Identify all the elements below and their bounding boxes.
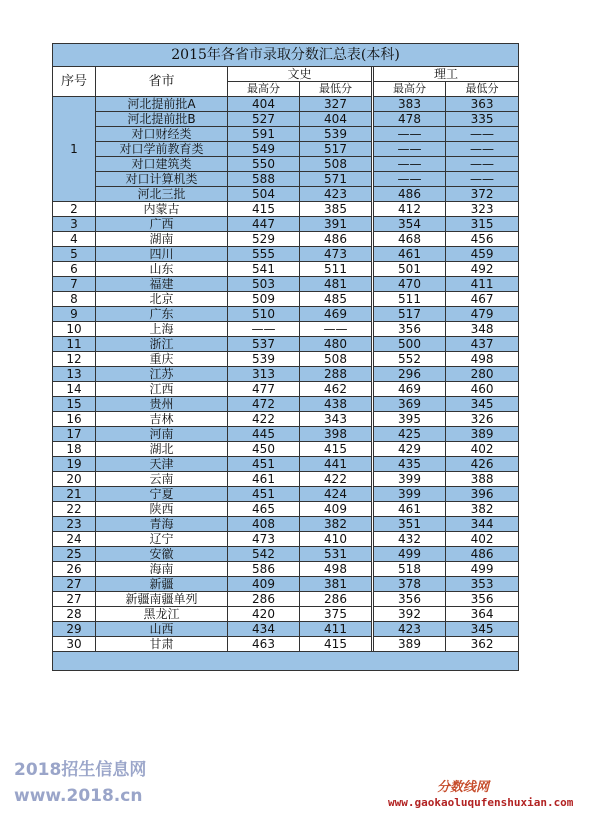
row-arts-max: 541: [228, 262, 300, 277]
table-title: 2015年各省市录取分数汇总表(本科): [53, 44, 519, 67]
row-arts-max: 555: [228, 247, 300, 262]
row-arts-max: 509: [228, 292, 300, 307]
row-science-min: ——: [446, 127, 519, 142]
row-province: 浙江: [96, 337, 228, 352]
row-arts-max: 586: [228, 562, 300, 577]
row-science-max: 389: [374, 637, 446, 652]
row-seq: 3: [53, 217, 96, 232]
row-province: 云南: [96, 472, 228, 487]
row-province: 上海: [96, 322, 228, 337]
row-seq: 11: [53, 337, 96, 352]
row-province: 对口建筑类: [96, 157, 228, 172]
header-seq: 序号: [53, 67, 96, 97]
header-science-max: 最高分: [374, 82, 446, 97]
row-province: 山西: [96, 622, 228, 637]
table-row: [53, 592, 519, 607]
row-science-max: 552: [374, 352, 446, 367]
table-row: [53, 577, 519, 592]
table-row: [53, 187, 519, 202]
row-seq: 20: [53, 472, 96, 487]
row-arts-min: 422: [300, 472, 372, 487]
row-arts-min: ——: [300, 322, 372, 337]
row-science-min: 499: [446, 562, 519, 577]
row-arts-max: 472: [228, 397, 300, 412]
row-arts-max: 434: [228, 622, 300, 637]
row-province: 河北三批: [96, 187, 228, 202]
row-province: 河北提前批B: [96, 112, 228, 127]
row-province: 广西: [96, 217, 228, 232]
row-arts-max: 415: [228, 202, 300, 217]
row-arts-min: 381: [300, 577, 372, 592]
row-science-min: 402: [446, 442, 519, 457]
row-seq: 10: [53, 322, 96, 337]
row-arts-min: 469: [300, 307, 372, 322]
row-science-min: 486: [446, 547, 519, 562]
row-seq: 25: [53, 547, 96, 562]
row-science-max: 500: [374, 337, 446, 352]
row-arts-min: 385: [300, 202, 372, 217]
row-province: 新疆: [96, 577, 228, 592]
row-arts-max: 445: [228, 427, 300, 442]
row-seq: 4: [53, 232, 96, 247]
table-row: [53, 112, 519, 127]
row-seq: 27: [53, 577, 96, 592]
row-science-max: 399: [374, 472, 446, 487]
row-seq: 21: [53, 487, 96, 502]
row-arts-max: 451: [228, 487, 300, 502]
row-science-max: 392: [374, 607, 446, 622]
row-seq: 23: [53, 517, 96, 532]
row-province: 山东: [96, 262, 228, 277]
row-arts-max: 539: [228, 352, 300, 367]
table-row: [53, 442, 519, 457]
row-arts-max: 465: [228, 502, 300, 517]
row-seq: 24: [53, 532, 96, 547]
row-province: 贵州: [96, 397, 228, 412]
row-science-max: 412: [374, 202, 446, 217]
row-science-min: 335: [446, 112, 519, 127]
row-seq: 16: [53, 412, 96, 427]
table-row: [53, 217, 519, 232]
row-science-min: 388: [446, 472, 519, 487]
row-arts-min: 485: [300, 292, 372, 307]
table-row: [53, 322, 519, 337]
row-province: 四川: [96, 247, 228, 262]
row-seq: 7: [53, 277, 96, 292]
row-seq: 29: [53, 622, 96, 637]
row-seq: 6: [53, 262, 96, 277]
row-science-min: 345: [446, 397, 519, 412]
row-province: 北京: [96, 292, 228, 307]
row-science-max: 369: [374, 397, 446, 412]
row-seq: 13: [53, 367, 96, 382]
row-arts-min: 391: [300, 217, 372, 232]
row-arts-max: 404: [228, 97, 300, 112]
table-row: [53, 232, 519, 247]
row-province: 甘肃: [96, 637, 228, 652]
row-seq: 22: [53, 502, 96, 517]
row-science-max: 511: [374, 292, 446, 307]
row-province: 青海: [96, 517, 228, 532]
row-science-max: 425: [374, 427, 446, 442]
row-science-max: 429: [374, 442, 446, 457]
row-arts-max: 286: [228, 592, 300, 607]
row-science-min: 382: [446, 502, 519, 517]
row-arts-max: 422: [228, 412, 300, 427]
row-science-max: 486: [374, 187, 446, 202]
row-arts-max: 529: [228, 232, 300, 247]
row-science-min: 456: [446, 232, 519, 247]
row-science-min: 460: [446, 382, 519, 397]
row-arts-max: 550: [228, 157, 300, 172]
row-arts-max: 408: [228, 517, 300, 532]
row-province: 天津: [96, 457, 228, 472]
table-row: [53, 277, 519, 292]
table-row: [53, 532, 519, 547]
row-arts-max: 313: [228, 367, 300, 382]
row-science-min: ——: [446, 142, 519, 157]
row-seq: 9: [53, 307, 96, 322]
row-province: 陕西: [96, 502, 228, 517]
row-seq: 30: [53, 637, 96, 652]
row-arts-min: 343: [300, 412, 372, 427]
header-science-min: 最低分: [446, 82, 519, 97]
row-arts-max: 477: [228, 382, 300, 397]
row-seq: 1: [53, 97, 96, 202]
table-row: [53, 337, 519, 352]
row-science-max: 461: [374, 502, 446, 517]
row-arts-max: 450: [228, 442, 300, 457]
row-seq: 27: [53, 592, 96, 607]
row-science-min: 372: [446, 187, 519, 202]
row-province: 对口学前教育类: [96, 142, 228, 157]
row-seq: 14: [53, 382, 96, 397]
row-province: 辽宁: [96, 532, 228, 547]
row-arts-min: 531: [300, 547, 372, 562]
row-province: 重庆: [96, 352, 228, 367]
row-science-max: 356: [374, 592, 446, 607]
row-province: 湖北: [96, 442, 228, 457]
row-arts-max: 451: [228, 457, 300, 472]
header-arts-max: 最高分: [228, 82, 300, 97]
header-province: 省市: [96, 67, 228, 97]
row-arts-max: 510: [228, 307, 300, 322]
row-arts-min: 424: [300, 487, 372, 502]
row-science-max: 296: [374, 367, 446, 382]
table-row: [53, 622, 519, 637]
row-arts-min: 404: [300, 112, 372, 127]
row-science-min: 396: [446, 487, 519, 502]
row-arts-min: 486: [300, 232, 372, 247]
row-science-min: 498: [446, 352, 519, 367]
table-row: [53, 397, 519, 412]
score-table: [52, 43, 519, 671]
row-science-max: 478: [374, 112, 446, 127]
row-arts-min: 415: [300, 442, 372, 457]
row-arts-min: 409: [300, 502, 372, 517]
table-row: [53, 502, 519, 517]
table-row: [53, 97, 519, 112]
row-science-min: 345: [446, 622, 519, 637]
row-science-min: 344: [446, 517, 519, 532]
table-row: [53, 412, 519, 427]
table-row: [53, 472, 519, 487]
row-province: 海南: [96, 562, 228, 577]
row-science-min: 348: [446, 322, 519, 337]
score-table-sheet: [52, 43, 518, 671]
row-arts-min: 375: [300, 607, 372, 622]
row-arts-min: 481: [300, 277, 372, 292]
row-science-max: 395: [374, 412, 446, 427]
table-row: [53, 562, 519, 577]
row-science-max: 383: [374, 97, 446, 112]
row-science-max: 435: [374, 457, 446, 472]
row-science-max: 378: [374, 577, 446, 592]
table-row: [53, 127, 519, 142]
row-arts-min: 411: [300, 622, 372, 637]
row-science-min: 492: [446, 262, 519, 277]
row-seq: 5: [53, 247, 96, 262]
row-science-max: 468: [374, 232, 446, 247]
row-arts-max: 527: [228, 112, 300, 127]
row-science-max: 461: [374, 247, 446, 262]
row-seq: 15: [53, 397, 96, 412]
row-seq: 17: [53, 427, 96, 442]
row-arts-min: 539: [300, 127, 372, 142]
row-science-min: 437: [446, 337, 519, 352]
row-arts-min: 423: [300, 187, 372, 202]
table-row: [53, 247, 519, 262]
table-row: [53, 142, 519, 157]
row-science-min: 326: [446, 412, 519, 427]
table-row: [53, 262, 519, 277]
row-arts-max: 537: [228, 337, 300, 352]
header-science: 理工: [374, 67, 519, 82]
watermark-right-title: 分数线网: [437, 780, 490, 795]
row-science-min: ——: [446, 172, 519, 187]
row-province: 宁夏: [96, 487, 228, 502]
row-arts-max: ——: [228, 322, 300, 337]
row-province: 安徽: [96, 547, 228, 562]
row-science-max: 470: [374, 277, 446, 292]
table-row: [53, 637, 519, 652]
row-province: 内蒙古: [96, 202, 228, 217]
table-row: [53, 157, 519, 172]
row-science-min: 411: [446, 277, 519, 292]
row-arts-max: 588: [228, 172, 300, 187]
row-science-min: 356: [446, 592, 519, 607]
table-row: [53, 457, 519, 472]
row-science-min: 459: [446, 247, 519, 262]
table-row: [53, 367, 519, 382]
row-arts-max: 542: [228, 547, 300, 562]
row-arts-max: 409: [228, 577, 300, 592]
row-science-min: 479: [446, 307, 519, 322]
row-arts-max: 473: [228, 532, 300, 547]
row-province: 江西: [96, 382, 228, 397]
footer-band-cell: [53, 652, 519, 671]
row-science-min: 353: [446, 577, 519, 592]
table-row: [53, 292, 519, 307]
row-arts-max: 591: [228, 127, 300, 142]
row-science-max: 518: [374, 562, 446, 577]
row-province: 广东: [96, 307, 228, 322]
row-province: 河北提前批A: [96, 97, 228, 112]
row-seq: 26: [53, 562, 96, 577]
row-arts-max: 420: [228, 607, 300, 622]
row-arts-min: 511: [300, 262, 372, 277]
row-seq: 12: [53, 352, 96, 367]
row-science-max: 499: [374, 547, 446, 562]
row-arts-max: 447: [228, 217, 300, 232]
row-province: 河南: [96, 427, 228, 442]
row-province: 湖南: [96, 232, 228, 247]
row-science-min: 364: [446, 607, 519, 622]
row-seq: 8: [53, 292, 96, 307]
row-science-max: 354: [374, 217, 446, 232]
row-arts-min: 288: [300, 367, 372, 382]
row-science-min: 363: [446, 97, 519, 112]
row-science-min: 467: [446, 292, 519, 307]
watermark-right-url: www.gaokaoluqufenshuxian.com: [388, 796, 574, 809]
table-row: [53, 382, 519, 397]
row-science-max: ——: [374, 157, 446, 172]
row-seq: 19: [53, 457, 96, 472]
header-arts-min: 最低分: [300, 82, 372, 97]
watermark-left-title: 2018招生信息网: [14, 760, 147, 780]
row-arts-max: 504: [228, 187, 300, 202]
row-science-min: 426: [446, 457, 519, 472]
row-arts-min: 508: [300, 157, 372, 172]
row-arts-min: 398: [300, 427, 372, 442]
row-arts-min: 441: [300, 457, 372, 472]
row-science-max: 469: [374, 382, 446, 397]
row-science-max: 501: [374, 262, 446, 277]
row-arts-min: 517: [300, 142, 372, 157]
row-science-max: 399: [374, 487, 446, 502]
row-arts-max: 503: [228, 277, 300, 292]
row-arts-min: 286: [300, 592, 372, 607]
row-seq: 2: [53, 202, 96, 217]
row-province: 黑龙江: [96, 607, 228, 622]
watermark-left-url: www.2018.cn: [14, 786, 143, 806]
row-arts-min: 382: [300, 517, 372, 532]
table-row: [53, 202, 519, 217]
row-arts-min: 571: [300, 172, 372, 187]
row-province: 吉林: [96, 412, 228, 427]
row-science-max: ——: [374, 142, 446, 157]
table-row: [53, 547, 519, 562]
row-arts-max: 461: [228, 472, 300, 487]
row-arts-max: 463: [228, 637, 300, 652]
row-science-min: 315: [446, 217, 519, 232]
row-province: 福建: [96, 277, 228, 292]
row-province: 新疆南疆单列: [96, 592, 228, 607]
row-science-max: 423: [374, 622, 446, 637]
row-arts-min: 473: [300, 247, 372, 262]
row-science-max: 517: [374, 307, 446, 322]
row-arts-min: 438: [300, 397, 372, 412]
table-row: [53, 172, 519, 187]
row-province: 对口财经类: [96, 127, 228, 142]
row-science-min: 402: [446, 532, 519, 547]
row-science-min: 280: [446, 367, 519, 382]
row-science-max: 432: [374, 532, 446, 547]
row-science-max: 356: [374, 322, 446, 337]
row-arts-min: 327: [300, 97, 372, 112]
table-row: [53, 607, 519, 622]
row-science-min: ——: [446, 157, 519, 172]
row-seq: 28: [53, 607, 96, 622]
table-row: [53, 427, 519, 442]
table-row: [53, 487, 519, 502]
row-science-min: 323: [446, 202, 519, 217]
row-province: 对口计算机类: [96, 172, 228, 187]
table-row: [53, 352, 519, 367]
row-seq: 18: [53, 442, 96, 457]
table-row: [53, 307, 519, 322]
row-arts-min: 498: [300, 562, 372, 577]
row-science-min: 362: [446, 637, 519, 652]
table-row: [53, 517, 519, 532]
row-arts-min: 480: [300, 337, 372, 352]
row-science-max: ——: [374, 172, 446, 187]
row-science-max: ——: [374, 127, 446, 142]
row-arts-max: 549: [228, 142, 300, 157]
row-province: 江苏: [96, 367, 228, 382]
row-science-max: 351: [374, 517, 446, 532]
row-arts-min: 415: [300, 637, 372, 652]
row-arts-min: 462: [300, 382, 372, 397]
row-arts-min: 410: [300, 532, 372, 547]
table-footer-band: [53, 652, 519, 671]
row-arts-min: 508: [300, 352, 372, 367]
header-arts: 文史: [228, 67, 372, 82]
row-science-min: 389: [446, 427, 519, 442]
